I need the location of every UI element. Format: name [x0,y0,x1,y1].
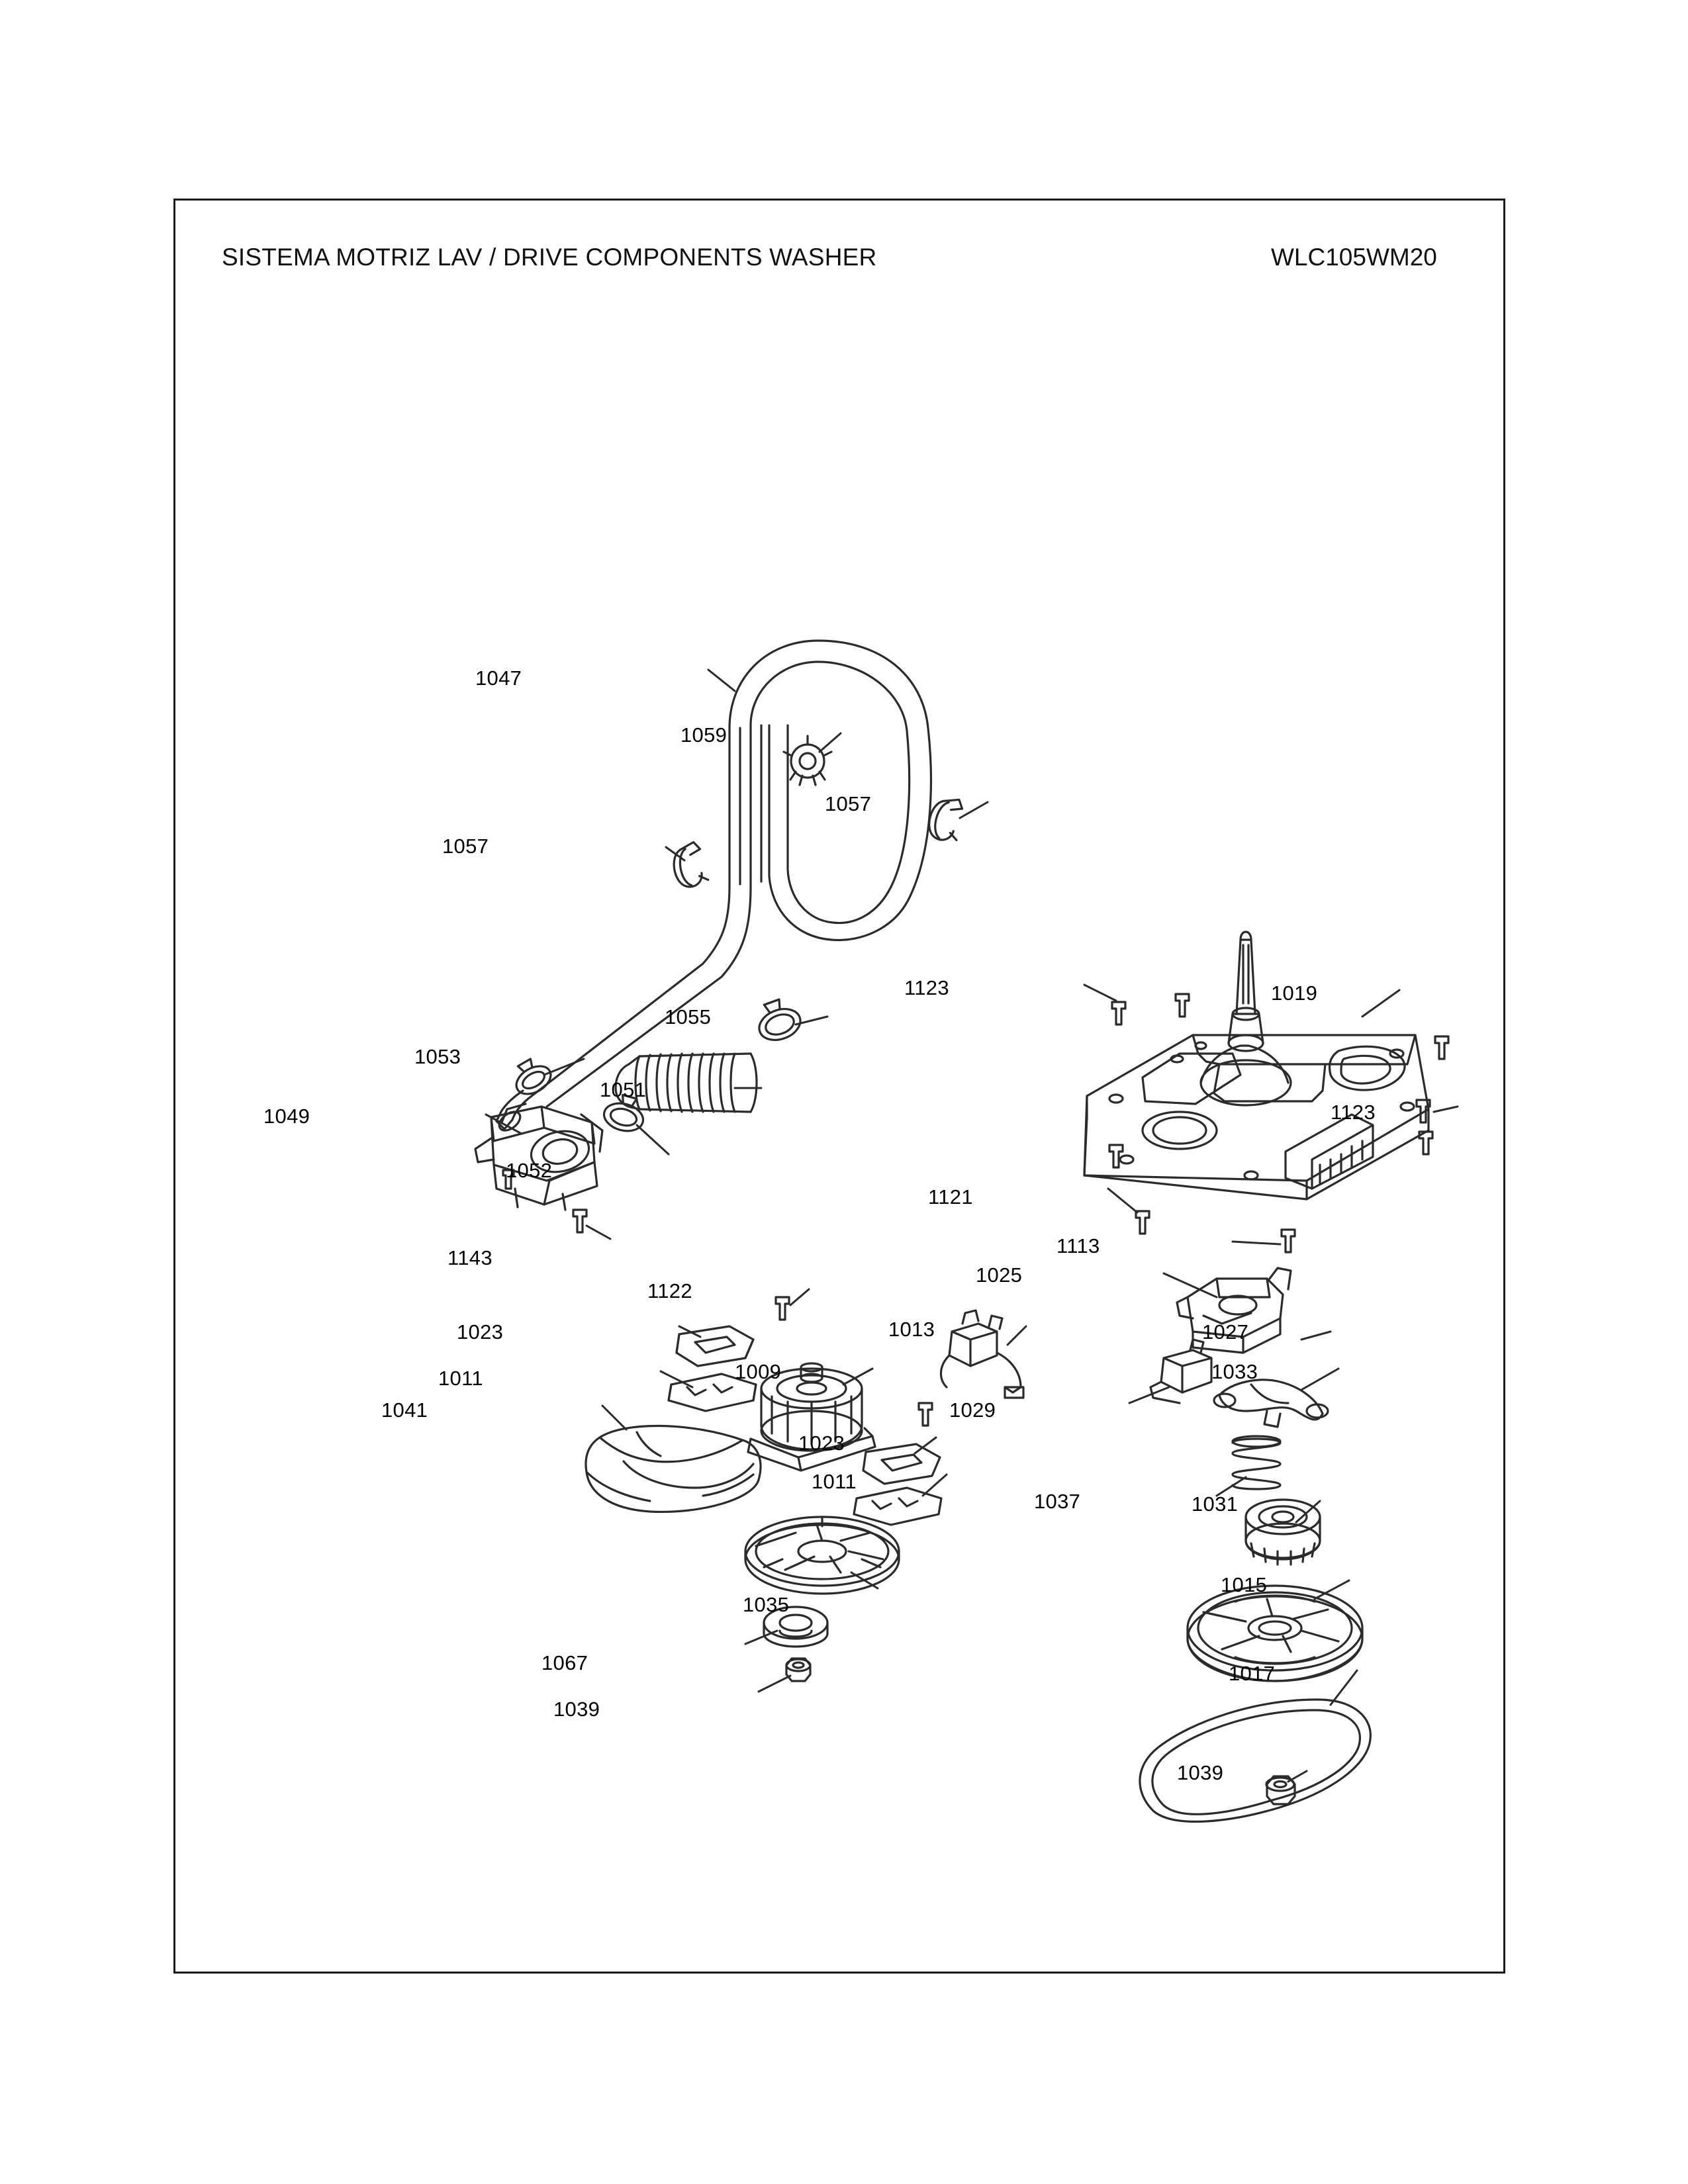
callout-1123-top: 1123 [904,976,949,999]
callout-1123-right: 1123 [1331,1101,1376,1124]
callout-1059: 1059 [680,723,727,747]
callout-1027: 1027 [1202,1320,1249,1343]
callout-1023-a: 1023 [457,1320,504,1343]
callout-1067: 1067 [541,1651,588,1674]
callout-1037: 1037 [1034,1490,1081,1513]
callout-1052: 1052 [506,1159,553,1182]
callout-1035: 1035 [743,1593,790,1616]
callout-1017: 1017 [1229,1662,1276,1685]
callout-1121: 1121 [928,1185,973,1208]
callout-1011-b: 1011 [812,1470,857,1493]
callout-1122: 1122 [647,1279,692,1302]
callout-1041: 1041 [381,1398,428,1422]
callout-1019: 1019 [1271,981,1318,1005]
callout-1053: 1053 [414,1045,461,1068]
callout-1025: 1025 [976,1263,1023,1287]
callout-1023-b: 1023 [798,1432,845,1455]
callout-1057-left: 1057 [442,835,489,858]
callout-1039-b: 1039 [1177,1761,1224,1784]
callout-1143: 1143 [447,1246,492,1269]
model-number: WLC105WM20 [1271,244,1437,271]
callout-1031: 1031 [1192,1492,1239,1516]
callout-1057-right: 1057 [825,792,872,815]
callout-1113: 1113 [1056,1234,1100,1257]
page-title: SISTEMA MOTRIZ LAV / DRIVE COMPONENTS WASHER [222,244,877,271]
callout-1039-a: 1039 [553,1698,600,1721]
callout-1029: 1029 [949,1398,996,1422]
callout-1015: 1015 [1221,1573,1268,1596]
callout-1009: 1009 [735,1360,782,1383]
callout-1013: 1013 [888,1318,935,1341]
callout-1047: 1047 [475,666,522,690]
callout-1049: 1049 [263,1105,310,1128]
callout-1055: 1055 [665,1005,712,1028]
callout-1033: 1033 [1211,1360,1258,1383]
diagram-border [173,199,1505,1974]
callout-1011-a: 1011 [438,1367,483,1390]
callout-1051: 1051 [600,1078,647,1101]
